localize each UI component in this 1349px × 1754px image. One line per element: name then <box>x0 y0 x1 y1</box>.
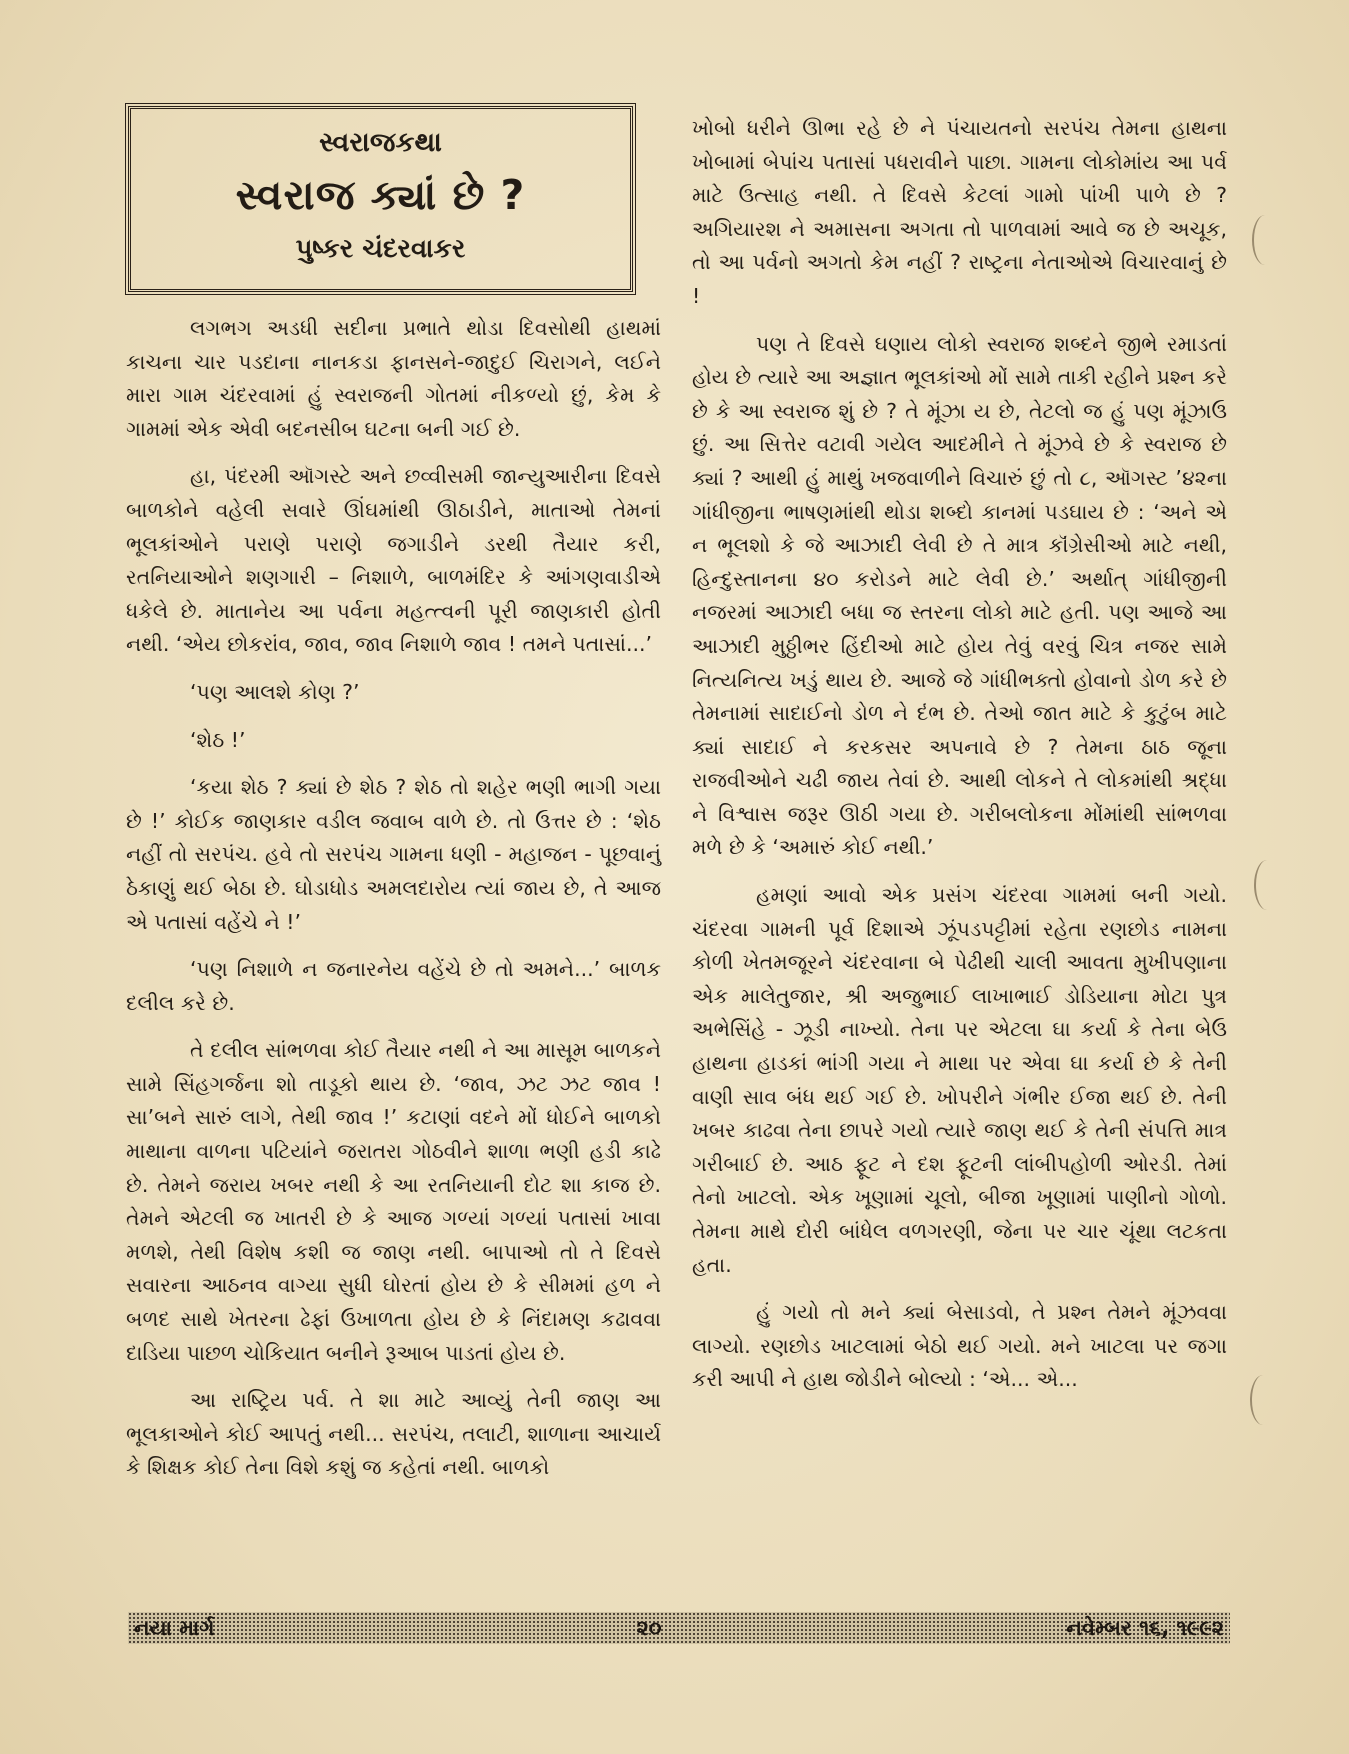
left-column <box>126 104 661 1499</box>
paragraph: ‘પણ આલશે કોણ ?’ <box>190 679 360 704</box>
paragraph: ‘પણ નિશાળે ન જનારનેય વહેંચે છે તો અમને...’ બાળક દલીલ કરે છે. <box>126 957 661 1015</box>
footer-page-number: ૨૦ <box>636 1615 662 1640</box>
paragraph: ખોબો ધરીને ઊભા રહે છે ને પંચાયતનો સરપંચ તેમના હાથના ખોબામાં બેપાંચ પતાસાં પધરાવીને પાછા. ગામના લોકોમાંય આ પર્વ માટે ઉત્સાહ નથી. તે દિવસે કેટલાં ગામો પાંખી પાળે છે ? અગિયારશ ને અમાસના અગતા તો પાળવામાં આવે જ છે અચૂક, તો આ પર્વનો અગતો કેમ નહીં ? રાષ્ટ્રના નેતાઓએ વિચારવાનું છે ! <box>692 116 1227 308</box>
right-column <box>692 112 1227 1411</box>
page-tear-mark <box>1250 1375 1276 1425</box>
article-title: સ્વરાજ ક્યાં છે ? <box>235 171 526 219</box>
paragraph: લગભગ અડધી સદીના પ્રભાતે થોડા દિવસોથી હાથમાં કાચના ચાર પડદાના નાનકડા ફાનસને-જાદુઈ ચિરાગને, લઈને મારા ગામ ચંદરવામાં હું સ્વરાજની ગોતમાં નીકળ્યો છું, કેમ કે ગામમાં એક એવી બદનસીબ ઘટના બની ગઈ છે. <box>126 316 661 441</box>
article-author: પુષ્કર ચંદરવાકર <box>295 234 466 264</box>
paragraph: પણ તે દિવસે ઘણાય લોકો સ્વરાજ શબ્દને જીભે રમાડતાં હોય છે ત્યારે આ અજ્ઞાત ભૂલકાંઓ મોં સામે તાકી રહીને પ્રશ્ન કરે છે કે આ સ્વરાજ શું છે ? તે મૂંઝા ય છે, તેટલો જ હું પણ મૂંઝાઉ છું. આ સિત્તેર વટાવી ગયેલ આદમીને તે મૂંઝવે છે કે સ્વરાજ છે ક્યાં ? આથી હું માથું ખજવાળીને વિચારું છું તો ૮, ઑગસ્ટ ’૪૨ના ગાંધીજીના ભાષણમાંથી થોડા શબ્દો કાનમાં પડઘાય છે : ‘અને એ ન ભૂલશો કે જે આઝાદી લેવી છે તે માત્ર કૉંગ્રેસીઓ માટે નથી, હિન્દુસ્તાનના ૪૦ કરોડને માટે લેવી છે.’ અર્થાત્ ગાંધીજીની નજરમાં આઝાદી બધા જ સ્તરના લોકો માટે હતી. પણ આજે આ આઝાદી મુઠ્ઠીભર હિંદીઓ માટે હોય તેવું વરવું ચિત્ર નજર સામે નિત્યનિત્ય ખડું થાય છે. આજે જે ગાંધીભક્તો હોવાનો ડોળ કરે છે તેમનામાં સાદાઈનો ડોળ ને દંભ છે. તેઓ જાત માટે કે કુટુંબ માટે ક્યાં સાદાઈ ને કરકસર અપનાવે છે ? તેમના ઠાઠ જૂના રાજવીઓને ચઢી જાય તેવાં છે. આથી લોકને તે લોકમાંથી શ્રદ્ધા ને વિશ્વાસ જરૂર ઊઠી ગયા છે. ગરીબલોકના મોંમાંથી સાંભળવા મળે છે કે ‘અમારું કોઈ નથી.’ <box>692 331 1227 860</box>
page-tear-mark <box>1254 860 1280 910</box>
page-footer <box>128 1612 1230 1644</box>
article-kicker: સ્વરાજકથા <box>319 127 442 158</box>
paragraph: હા, પંદરમી ઑગસ્ટે અને છવ્વીસમી જાન્યુઆરીના દિવસે બાળકોને વહેલી સવારે ઊંઘમાંથી ઊઠાડીને, માતાઓ તેમનાં ભૂલકાંઓને પરાણે પરાણે જગાડીને ડરથી તૈયાર કરી, રતનિયાઓને શણગારી – નિશાળે, બાળમંદિર કે આંગણવાડીએ ધકેલે છે. માતાનેય આ પર્વના મહત્ત્વની પૂરી જાણકારી હોતી નથી. ‘એય છોકરાંવ, જાવ, જાવ નિશાળે જાવ ! તમને પતાસાં...’ <box>126 464 661 657</box>
paragraph: હમણાં આવો એક પ્રસંગ ચંદરવા ગામમાં બની ગયો. ચંદરવા ગામની પૂર્વ દિશાએ ઝૂંપડપટ્ટીમાં રહેતા રણછોડ નામના કોળી ખેતમજૂરને ચંદરવાના બે પેઢીથી ચાલી આવતા મુખીપણાના એક માલેતુજાર, શ્રી અજુભાઈ લાખાભાઈ ડોડિયાના મોટા પુત્ર અભેસિંહે - ઝૂડી નાખ્યો. તેના પર એટલા ઘા કર્યા કે તેના બેઉ હાથના હાડકાં ભાંગી ગયા ને માથા પર એવા ઘા કર્યા છે કે તેની વાણી સાવ બંધ થઈ ગઈ છે. ખોપરીને ગંભીર ઈજા થઈ છે. તેની ખબર કાઢવા તેના છાપરે ગયો ત્યારે જાણ થઈ કે તેની સંપત્તિ માત્ર ગરીબાઈ છે. આઠ ફૂટ ને દશ ફૂટની લાંબીપહોળી ઓરડી. તેમાં તેનો ખાટલો. એક ખૂણામાં ચૂલો, બીજા ખૂણામાં પાણીનો ગોળો. તેમના માથે દોરી બાંધેલ વળગરણી, જેના પર ચાર ચૂંથા લટકતા હતા. <box>692 883 1227 1277</box>
footer-date: નવેમ્બર ૧૬, ૧૯૯૨ <box>1066 1615 1224 1640</box>
paragraph: આ રાષ્ટ્રિય પર્વ. તે શા માટે આવ્યું તેની જાણ આ ભૂલકાઓને કોઈ આપતું નથી... સરપંચ, તલાટી, શાળાના આચાર્ય કે શિક્ષક કોઈ તેના વિશે કશું જ કહેતાં નથી. બાળકો <box>126 1388 661 1480</box>
paragraph: તે દલીલ સાંભળવા કોઈ તૈયાર નથી ને આ માસૂમ બાળકને સામે સિંહગર્જના શો તાડૂકો થાય છે. ‘જાવ, ઝટ ઝટ જાવ ! સા’બને સારું લાગે, તેથી જાવ !’ કટાણાં વદને મોં ધોઈને બાળકો માથાના વાળના પટિયાંને જરાતરા ગોઠવીને શાળા ભણી હડી કાઢે છે. તેમને જરાય ખબર નથી કે આ રતનિયાની દોટ શા કાજ છે. તેમને એટલી જ ખાતરી છે કે આજ ગળ્યાં ગળ્યાં પતાસાં ખાવા મળશે, તેથી વિશેષ કશી જ જાણ નથી. બાપાઓ તો તે દિવસે સવારના આઠનવ વાગ્યા સુધી ઘોરતાં હોય છે કે સીમમાં હળ ને બળદ સાથે ખેતરના ઢેફાં ઉખાળતા હોય છે કે નિંદામણ કઢાવવા દાડિયા પાછળ ચોકિયાત બનીને રૂઆબ પાડતાં હોય છે. <box>126 1038 661 1365</box>
paragraph: ‘કયા શેઠ ? ક્યાં છે શેઠ ? શેઠ તો શહેર ભણી ભાગી ગયા છે !’ કોઈક જાણકાર વડીલ જવાબ વાળે છે. તો ઉત્તર છે : ‘શેઠ નહીં તો સરપંચ. હવે તો સરપંચ ગામના ધણી - મહાજન - પૂછવાનું ઠેકાણું થઈ બેઠા છે. ઘોડાધોડ અમલદારોય ત્યાં જાય છે, તે આજ એ પતાસાં વહેંચે ને !’ <box>126 775 661 934</box>
page-tear-mark <box>1252 215 1278 265</box>
title-box <box>128 106 633 292</box>
footer-magazine: નયા માર્ગ <box>134 1615 215 1640</box>
paragraph: ‘શેઠ !’ <box>190 727 246 752</box>
paragraph: હું ગયો તો મને ક્યાં બેસાડવો, તે પ્રશ્ન તેમને મૂંઝવવા લાગ્યો. રણછોડ ખાટલામાં બેઠો થઈ ગયો. મને ખાટલા પર જગા કરી આપી ને હાથ જોડીને બોલ્યો : ‘એ... એ... <box>692 1300 1227 1392</box>
